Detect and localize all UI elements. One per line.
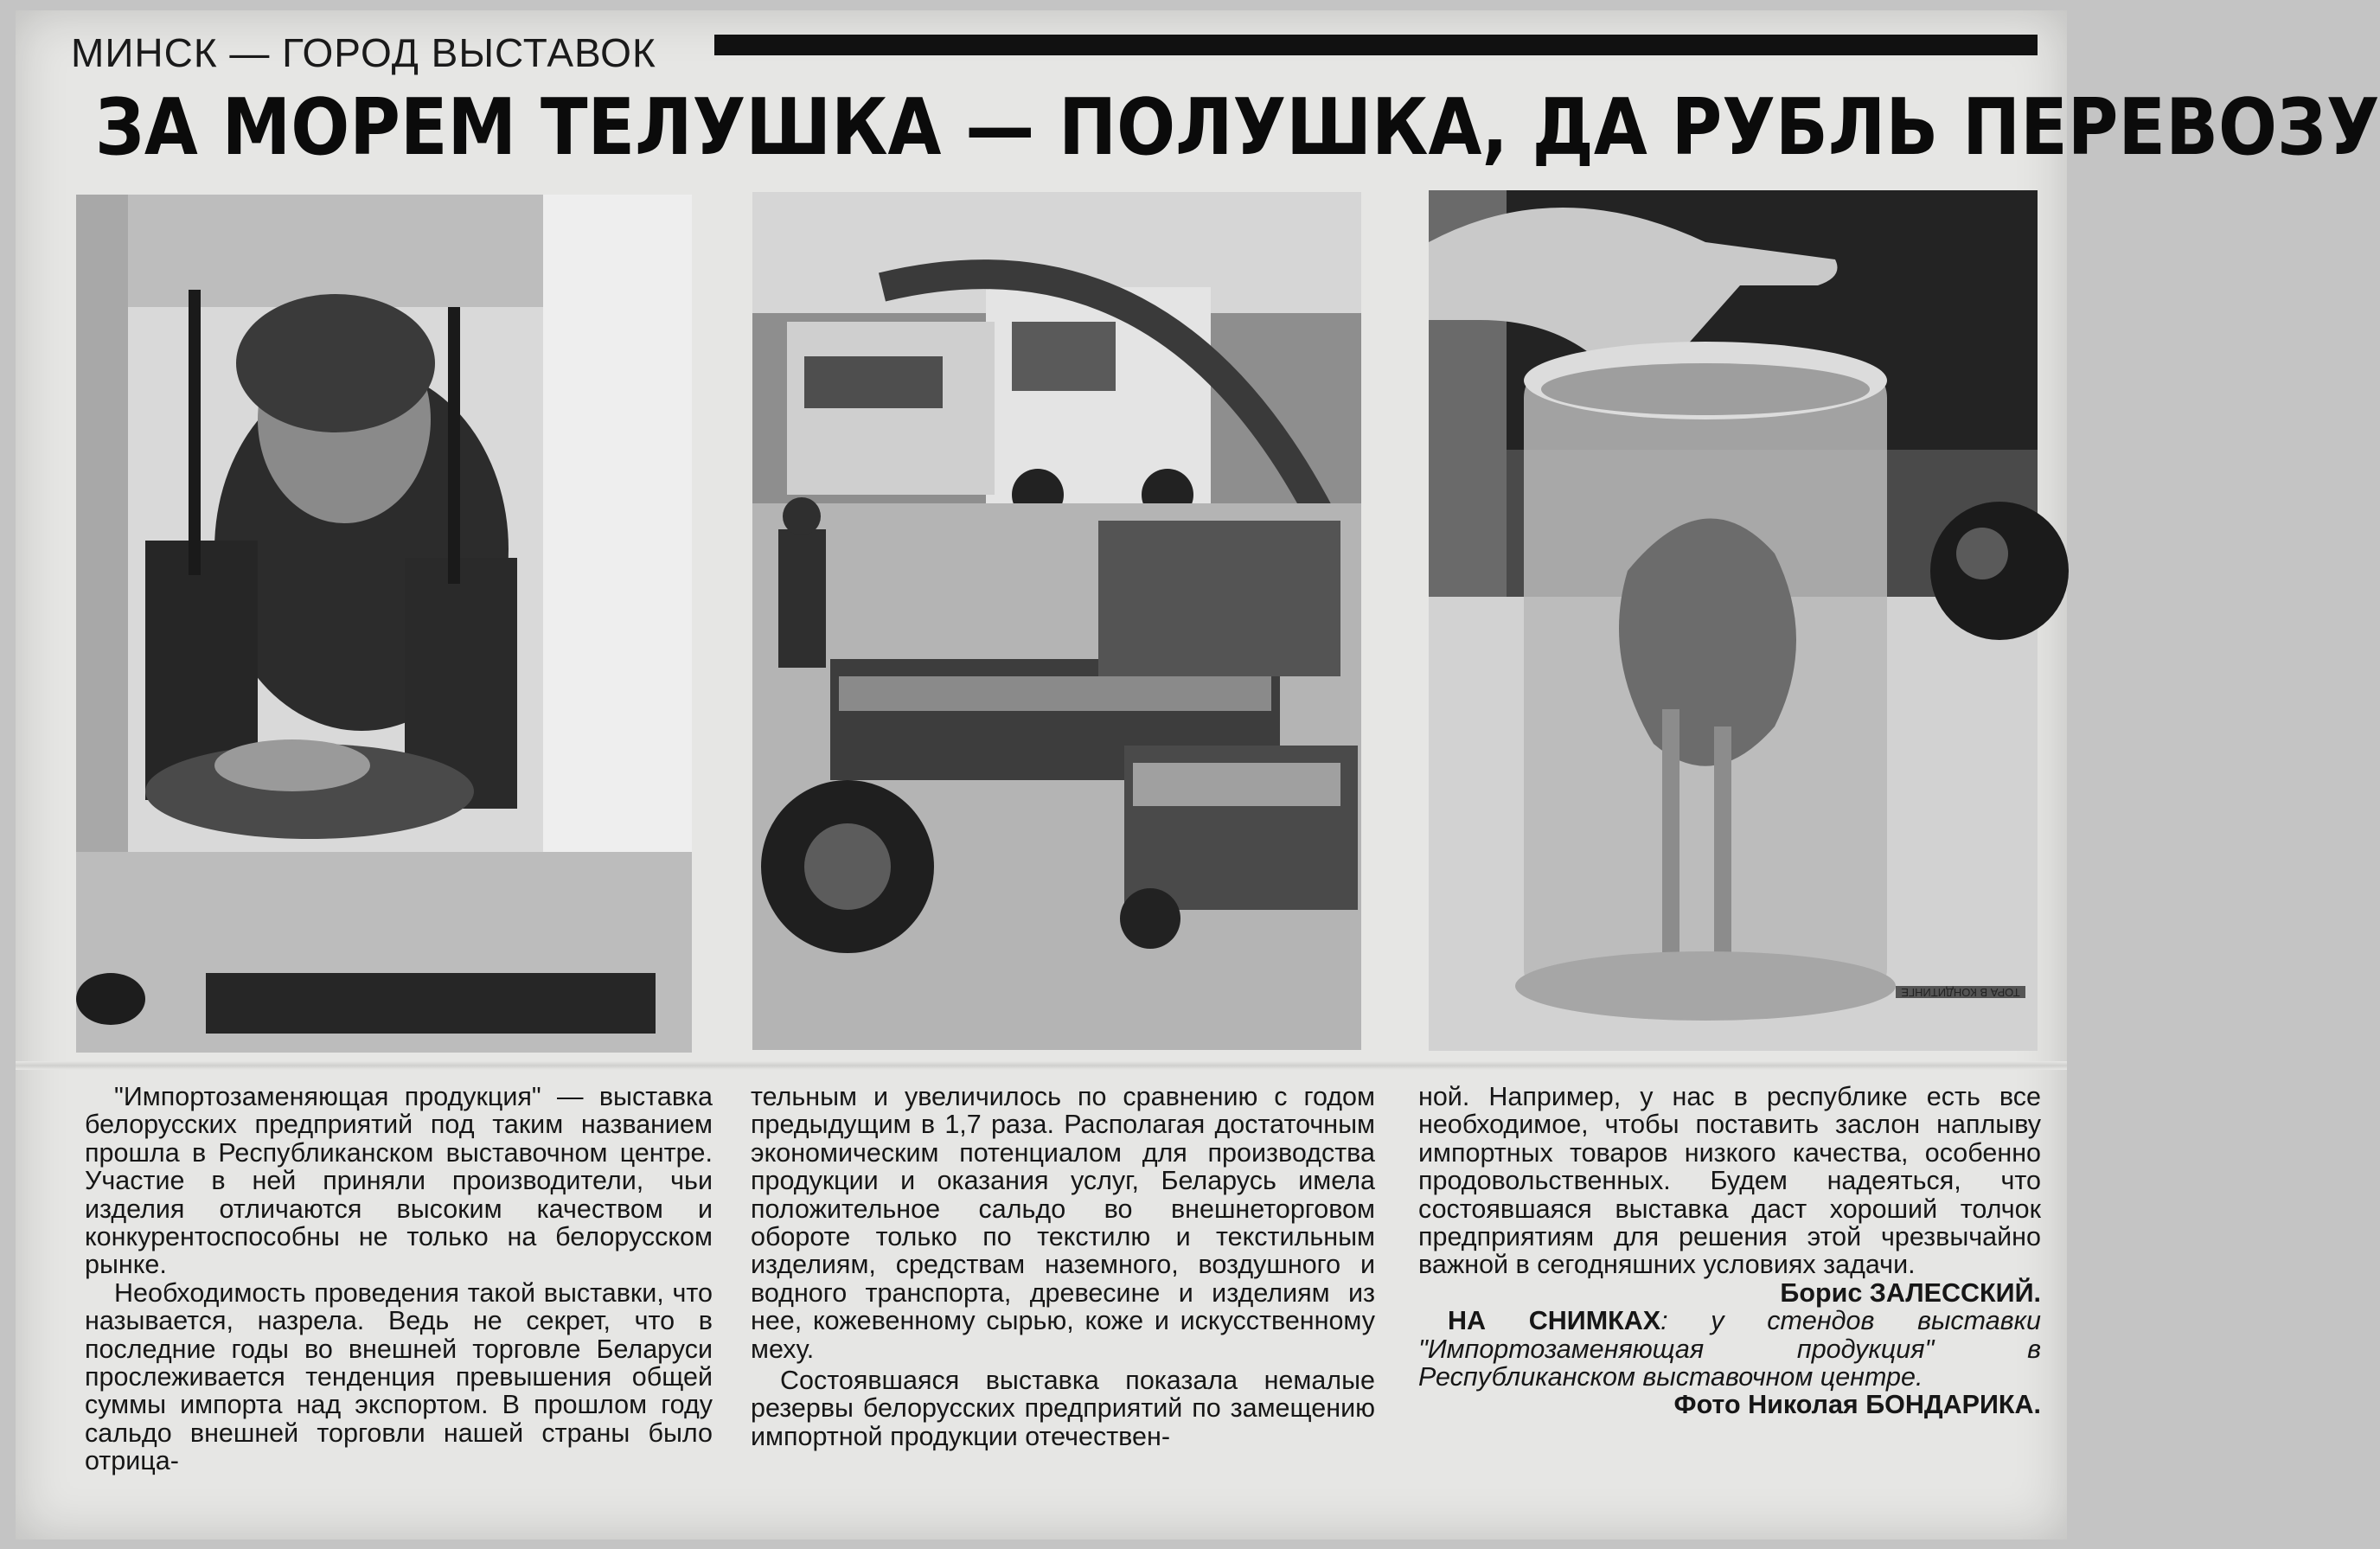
- col1-paragraph-1: "Импортозаменяющая продукция" — выставка белорусских предприятий под таким названием прошла в Республиканском выставочном центре. Участие в ней приняли производители, чьи изделия отличаются высоким качеством и конкурентоспособны не только на белорусском рынке.: [85, 1082, 713, 1280]
- caption-label: НА СНИМКАХ: [1448, 1306, 1661, 1336]
- kicker-rule: [714, 35, 2038, 55]
- fold-crease: [16, 1061, 2067, 1070]
- article-column-1: [85, 1083, 713, 1475]
- col2-paragraph-2: Состоявшаяся выставка показала немалые резервы белорусских предприятий по замещению импортной продукции отечествен-: [751, 1366, 1375, 1451]
- photo-caption: [1418, 1307, 2041, 1391]
- caption-text: : у стендов выставки "Импортозаменяющая продукция" в Республиканском выставочном центре.: [1418, 1306, 2041, 1392]
- photo-stamp-text: ТОРА В КОНДИТИНГЕ: [1901, 986, 2020, 999]
- photo-woman-with-devices: [76, 195, 692, 1053]
- col1-paragraph-2: Необходимость проведения такой выставки, что называется, назрела. Ведь не секрет, что в последние годы во внешней торговле Беларуси прослеживается тенденция превышения общей суммы импорта над экспортом. В прошлом году сальдо внешней торговли нашей страны было отрица-: [85, 1277, 713, 1476]
- article-column-3: [1418, 1083, 2041, 1419]
- photo-credit: Фото Николая БОНДАРИКА.: [1673, 1390, 2041, 1420]
- photo-glass-jar: [1429, 190, 2038, 1051]
- col3-paragraph-1: ной. Например, у нас в республике есть все необходимое, чтобы поставить заслон наплыву импортных товаров низкого качества, особенно продовольственных. Будем надеяться, что состоявшаяся выставка даст хороший толчок предприятиям для решения этой чрезвычайно важной в сегодняшних условиях задачи.: [1418, 1082, 2041, 1280]
- col2-paragraph-1: тельным и увеличилось по сравнению с годом предыдущим в 1,7 раза. Располагая достаточным экономическим потенциалом для производства продукции и оказания услуг, Беларусь имела положительное сальдо во внешнеторговом обороте только по текстилю и текстильным изделиям, средствам наземного, воздушного и водного транспорта, древесине и изделиям из нее, кожевенному сырью, коже и искусственному меху.: [751, 1082, 1375, 1364]
- photo-trucks-and-machinery: [752, 192, 1361, 1050]
- section-kicker: МИНСК — ГОРОД ВЫСТАВОК: [71, 30, 656, 75]
- author-signature: Борис ЗАЛЕССКИЙ.: [1780, 1277, 2041, 1308]
- article-headline: ЗА МОРЕМ ТЕЛУШКА — ПОЛУШКА, ДА РУБЛЬ ПЕРЕВОЗУ: [95, 81, 2380, 173]
- article-column-2: [751, 1083, 1375, 1450]
